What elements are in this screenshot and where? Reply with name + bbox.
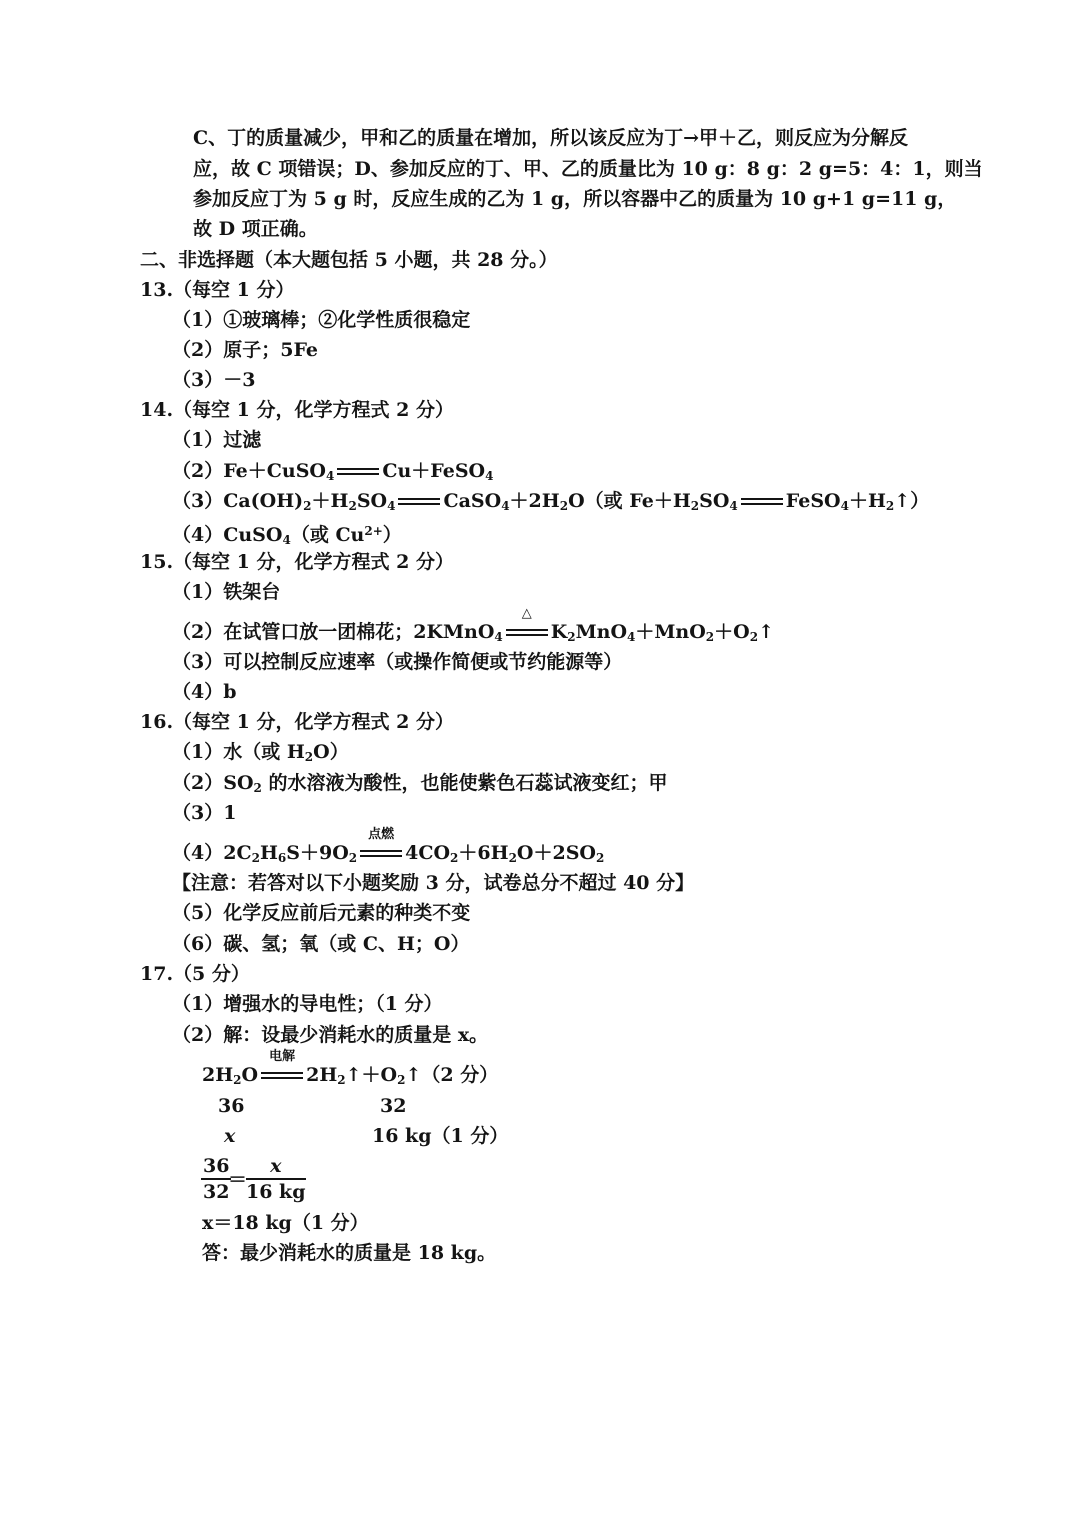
unknown-x: x [224, 1125, 236, 1147]
q14-answer-2: （2）Fe＋CuSO$_4$ Cu＋FeSO$_4$ [172, 460, 494, 483]
q17-heading: 17.（5 分） [140, 963, 250, 985]
heat-equals-icon [504, 606, 550, 640]
q16-answer-3: （3）1 [172, 802, 237, 824]
q17-answer-1: （1）增强水的导电性；（1 分） [172, 993, 443, 1015]
gas-arrow-icon: ↑ [894, 490, 911, 512]
q15-answer-1: （1）铁架台 [172, 581, 281, 603]
q16-answer-5: （5）化学反应前后元素的种类不变 [172, 902, 471, 924]
q16-answer-1: （1）水（或 $H_2O$） [172, 741, 349, 764]
mass-water: 36 [218, 1095, 245, 1117]
electrolysis-equals-icon [259, 1049, 305, 1083]
q16-answer-2: $(2)SO_2$ 的水溶液为酸性，也能使紫色石蕊试液变红；甲 [172, 772, 668, 795]
q17-answer-2: （2）解：设最少消耗水的质量是 x。 [172, 1024, 489, 1046]
ignite-condition: 点燃 [368, 827, 395, 842]
ratio-fraction-right: $\frac{x}{16 kg}$ [246, 1155, 306, 1203]
q15-answer-2: （2）在试管口放一团棉花；2KMnO$_4$ △ $K_2MnO_4+MnO_2+O_2↑$ [172, 606, 774, 644]
ratio-fraction-left: $\frac{36}{32}$ [203, 1155, 230, 1203]
equals-sign-icon [335, 465, 381, 479]
equals-sign-icon [739, 495, 785, 509]
q17-result: x＝18 kg（1 分） [202, 1212, 369, 1234]
q16-heading: 16.（每空 1 分，化学方程式 2 分） [140, 711, 454, 733]
c-explanation-line-3: 参加反应丁为 5 g 时，反应生成的乙为 1 g，所以容器中乙的质量为 10 g+1 g=11 g， [193, 188, 957, 210]
q15-answer-4: （4）b [172, 681, 237, 703]
q17-final-answer: 答：最少消耗水的质量是 18 kg。 [202, 1242, 497, 1264]
q13-answer-3: （3）－3 [172, 369, 256, 391]
c-explanation-line-4: 故 D 项正确。 [193, 218, 318, 240]
q14-heading: 14.（每空 1 分，化学方程式 2 分） [140, 399, 454, 421]
q16-answer-4: $(4)2C_2H_6S+9O_2$ 点燃 $4CO_2+6H_2O+2SO_2$ [172, 827, 605, 865]
q14-answer-1: （1）过滤 [172, 429, 262, 451]
q14-answer-4: （4）CuSO$_4$（或 $Cu^{2+}$） [172, 524, 402, 547]
ratio-equals: ＝ [228, 1169, 248, 1191]
q13-answer-1: （1）①玻璃棒；②化学性质很稳定 [172, 309, 471, 331]
q15-answer-3: （3）可以控制反应速率（或操作简便或节约能源等） [172, 651, 623, 673]
equals-sign-icon [396, 495, 442, 509]
mass-oxygen: 32 [380, 1095, 407, 1117]
c-explanation-line-2: 应，故 C 项错误；D、参加反应的丁、甲、乙的质量比为 10 g：8 g：2 g=5：4：1，则当 [193, 158, 983, 180]
given-mass: 16 kg（1 分） [372, 1125, 509, 1147]
electrolysis-condition: 电解 [269, 1049, 296, 1064]
q15-heading: 15.（每空 1 分，化学方程式 2 分） [140, 551, 454, 573]
c-explanation-line-1: C、丁的质量减少，甲和乙的质量在增加，所以该反应为丁→甲＋乙，则反应为分解反 [193, 127, 909, 149]
section-title: 二、非选择题（本大题包括 5 小题，共 28 分。） [140, 249, 558, 271]
q17-equation: $2H_2O$ 电解 $2H_2↑+O_2↑(2$ 分） [202, 1049, 499, 1087]
gas-arrow-icon: ↑ [345, 1064, 362, 1086]
q13-answer-2: （2）原子；5Fe [172, 339, 318, 361]
gas-arrow-icon: ↑ [405, 1064, 422, 1086]
q16-note: 【注意：若答对以下小题奖励 3 分，试卷总分不超过 40 分】 [172, 872, 695, 894]
q16-answer-6: （6）碳、氢；氧（或 C、H；O） [172, 933, 470, 955]
q13-heading: 13.（每空 1 分） [140, 279, 295, 301]
ignite-equals-icon [358, 827, 404, 861]
heat-condition: △ [521, 606, 532, 621]
gas-arrow-icon: ↑ [758, 621, 774, 643]
q14-answer-3: $(3)Ca(OH)_2+H_2SO_4$ $CaSO_4+2H_2O$（或 $Fe+H_2SO_4$ $FeSO_4+H_2↑$） [172, 490, 930, 513]
